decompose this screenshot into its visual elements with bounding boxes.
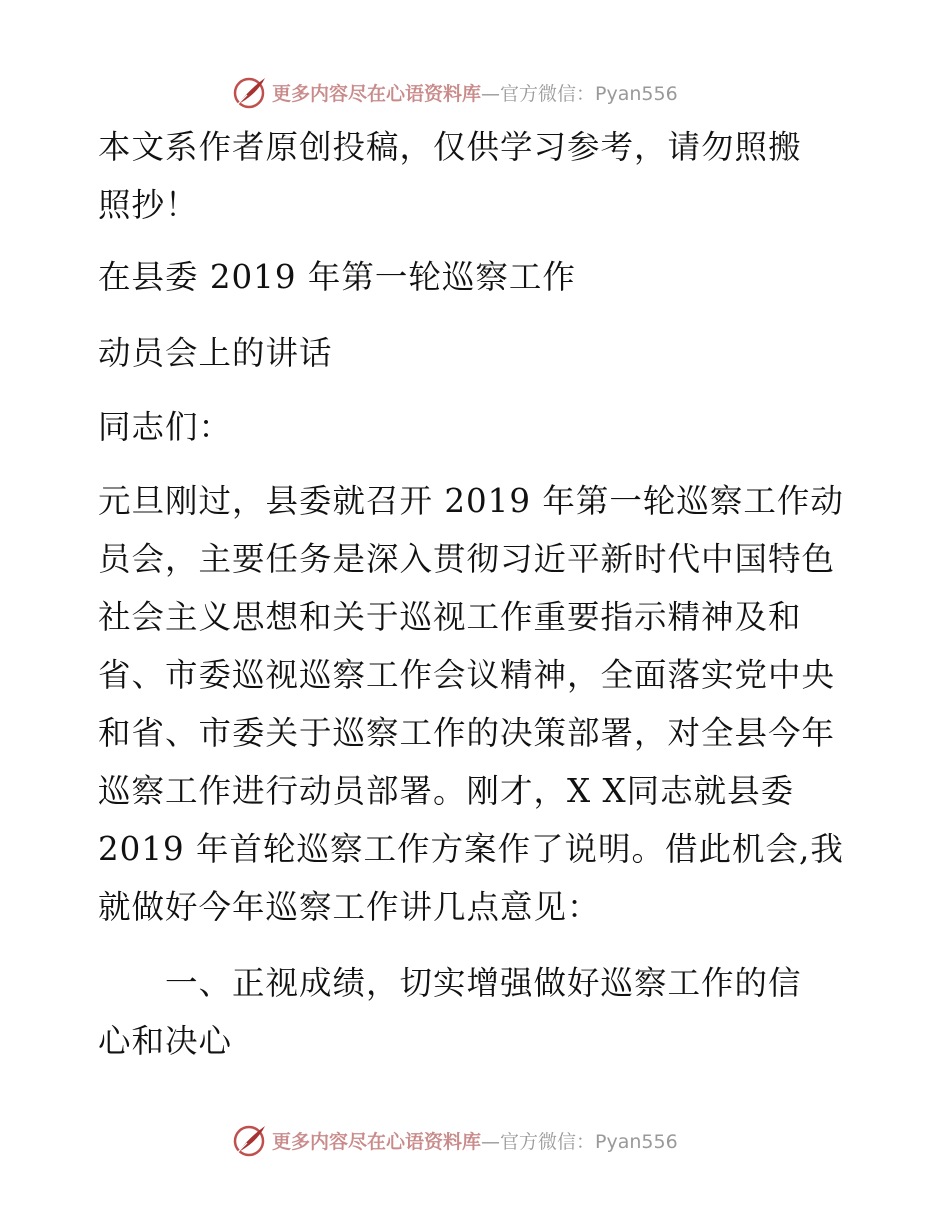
- quill-logo-icon: [232, 1122, 268, 1158]
- footer-banner: [232, 1120, 752, 1160]
- paragraph-line: 就做好今年巡察工作讲几点意见：: [98, 888, 601, 926]
- paragraph-line: 和省、市委关于巡察工作的决策部署，对全县今年: [98, 714, 836, 752]
- paragraph-line: 员会，主要任务是深入贯彻习近平新时代中国特色: [98, 540, 836, 578]
- notice-line: 本文系作者原创投稿，仅供学习参考，请勿照搬: [98, 128, 802, 166]
- paragraph-line: 社会主义思想和关于巡视工作重要指示精神及和: [98, 598, 802, 636]
- paragraph-line: 2019 年首轮巡察工作方案作了说明。借此机会,我: [98, 830, 844, 868]
- salutation: 同志们：: [98, 408, 233, 446]
- document-title-line: 在县委 2019 年第一轮巡察工作: [98, 258, 576, 296]
- banner-lead-text: 更多内容尽在心语资料库: [272, 1130, 482, 1153]
- quill-logo-icon: [232, 74, 268, 110]
- document-title-line: 动员会上的讲话: [98, 334, 333, 372]
- paragraph-line: 省、市委巡视巡察工作会议精神，全面落实党中央: [98, 656, 836, 694]
- banner-contact-text: —官方微信：Pyan556: [481, 82, 678, 105]
- banner-contact-text: —官方微信：Pyan556: [481, 1130, 678, 1153]
- banner-lead-text: 更多内容尽在心语资料库: [272, 82, 482, 105]
- paragraph-line: 巡察工作进行动员部署。刚才，X X同志就县委: [98, 772, 795, 810]
- notice-line: 照抄！: [98, 186, 199, 224]
- section-heading-line: 心和决心: [98, 1022, 233, 1060]
- header-banner: [232, 72, 752, 112]
- section-heading-line: 一、正视成绩，切实增强做好巡察工作的信: [98, 964, 802, 1002]
- paragraph-line: 元旦刚过，县委就召开 2019 年第一轮巡察工作动: [98, 482, 844, 520]
